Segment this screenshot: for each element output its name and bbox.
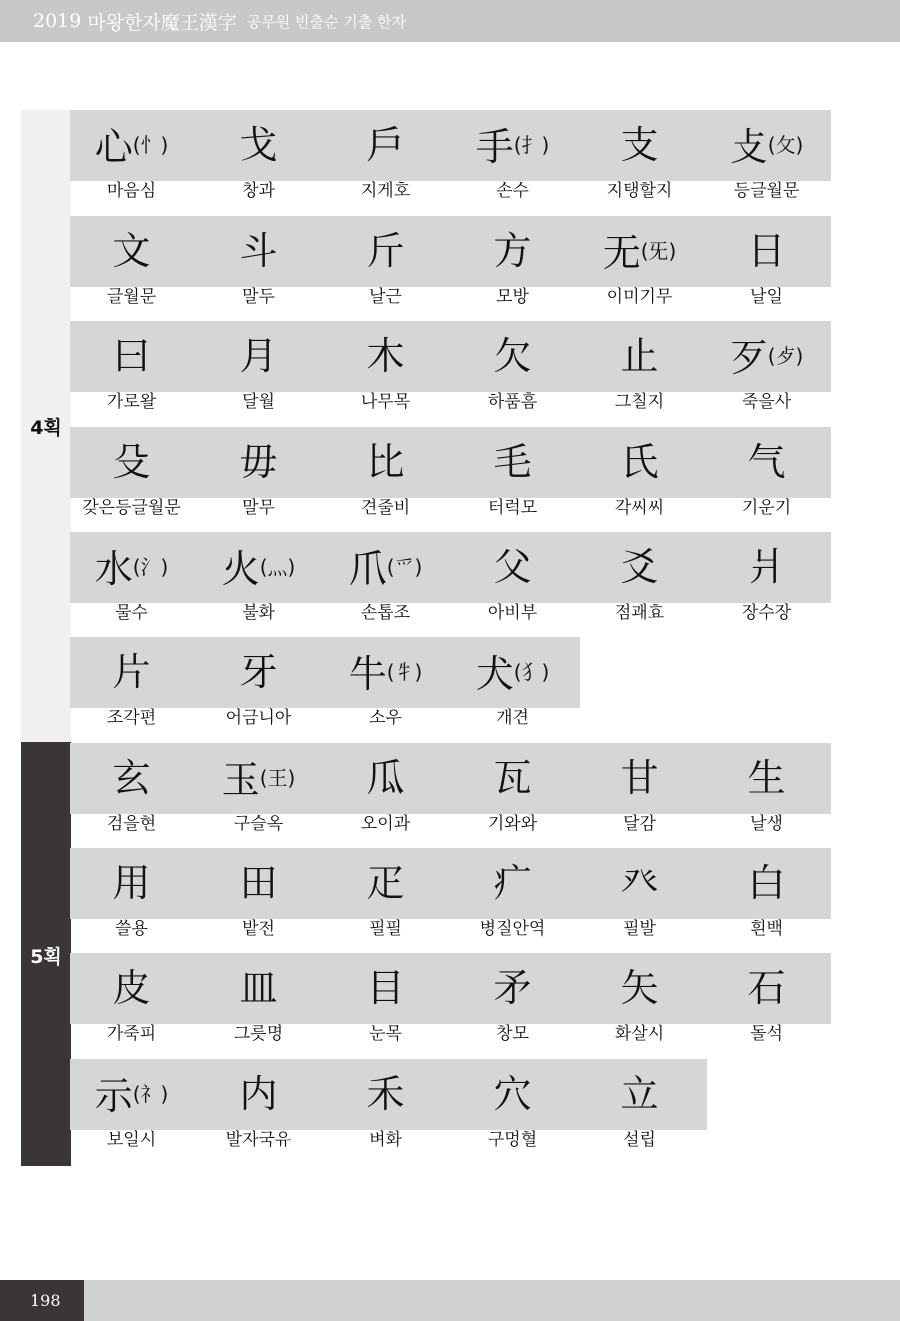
- radical-glyph: [68, 333, 195, 379]
- radical-char: 无: [602, 231, 641, 275]
- radical-meaning: 돌석: [750, 1024, 783, 1044]
- radical-meaning: 달감: [623, 814, 656, 834]
- radical-glyph: [703, 860, 830, 906]
- radical-glyph: [449, 1071, 576, 1117]
- radical-meaning: 쓸용: [115, 919, 148, 939]
- radical-glyph: [68, 439, 195, 485]
- radical-glyph: [195, 333, 322, 379]
- radical-char: 戶: [366, 123, 405, 167]
- radical-glyph: [576, 439, 703, 485]
- radical-glyph: [449, 755, 576, 801]
- radical-meaning: 장수장: [741, 603, 792, 623]
- radical-glyph: [322, 1071, 449, 1117]
- radical-variant: (牜): [386, 660, 423, 684]
- radical-meaning: 발자국유: [225, 1130, 292, 1150]
- radical-glyph: [68, 649, 195, 695]
- radical-char: 毋: [239, 440, 278, 484]
- radical-char: 木: [366, 334, 405, 378]
- radical-glyph: [68, 755, 195, 801]
- radical-glyph: [322, 439, 449, 485]
- radical-meaning: 각씨씨: [614, 498, 665, 518]
- radical-cell: [576, 1059, 703, 1164]
- radical-char: 爻: [620, 545, 659, 589]
- radical-glyph: [195, 1071, 322, 1117]
- radical-variant: (王): [259, 766, 296, 790]
- radical-cell: [576, 953, 703, 1058]
- radical-cell: [576, 321, 703, 426]
- radical-char: 毛: [493, 440, 532, 484]
- radical-variant: (礻): [132, 1082, 169, 1106]
- radical-meaning: 아비부: [487, 603, 538, 623]
- radical-cell: [68, 1059, 195, 1164]
- radical-cell: [576, 216, 703, 321]
- radical-cell: [195, 216, 322, 321]
- radical-meaning: 날일: [750, 287, 783, 307]
- radical-meaning: 마음심: [106, 181, 157, 201]
- section-label-5-stroke: 5획: [30, 946, 62, 968]
- radical-char: 氏: [620, 440, 659, 484]
- radical-cell: [322, 321, 449, 426]
- radical-meaning: 기와와: [487, 814, 538, 834]
- radical-glyph: [195, 965, 322, 1011]
- radical-variant: (氵): [132, 555, 169, 579]
- radical-variant: (攵): [767, 133, 804, 157]
- radical-char: 爪: [348, 547, 387, 591]
- radical-meaning: 점괘효: [614, 603, 665, 623]
- radical-cell: [195, 743, 322, 848]
- radical-glyph: [576, 860, 703, 906]
- radical-cell: [576, 743, 703, 848]
- radical-char: 曰: [112, 334, 151, 378]
- radical-cell: [449, 1059, 576, 1164]
- radical-cell: [576, 427, 703, 532]
- radical-cell: [322, 848, 449, 953]
- radical-char: 止: [620, 334, 659, 378]
- radical-meaning: 밭전: [242, 919, 275, 939]
- radical-glyph: [195, 122, 322, 168]
- radical-meaning: 소우: [369, 708, 402, 728]
- radical-meaning: 날근: [369, 287, 402, 307]
- radical-glyph: [68, 122, 195, 170]
- radical-meaning: 물수: [115, 603, 148, 623]
- radical-glyph: [703, 228, 830, 274]
- radical-cell: [68, 321, 195, 426]
- radical-cell: [68, 637, 195, 742]
- radical-glyph: [449, 228, 576, 274]
- radical-meaning: 달월: [242, 392, 275, 412]
- radical-char: 歹: [729, 336, 768, 380]
- radical-char: 比: [366, 440, 405, 484]
- radical-meaning: 필발: [623, 919, 656, 939]
- radical-char: 殳: [112, 440, 151, 484]
- radical-meaning: 죽을사: [741, 392, 792, 412]
- radical-meaning: 갖은등글월문: [82, 498, 181, 518]
- radical-cell: [68, 532, 195, 637]
- radical-char: 支: [620, 123, 659, 167]
- radical-cell: [703, 216, 830, 321]
- radical-cell: [449, 532, 576, 637]
- radical-cell: [322, 110, 449, 215]
- radical-char: 示: [94, 1074, 133, 1118]
- radical-variant: (犭): [513, 660, 550, 684]
- radical-meaning: 창과: [242, 181, 275, 201]
- radical-glyph: [322, 333, 449, 379]
- radical-char: 禾: [366, 1072, 405, 1116]
- radical-glyph: [322, 755, 449, 801]
- radical-cell: [322, 216, 449, 321]
- radical-glyph: [195, 755, 322, 803]
- radical-meaning: 손수: [496, 181, 529, 201]
- radical-cell: [195, 848, 322, 953]
- radical-char: 目: [366, 966, 405, 1010]
- radical-variant: (忄): [132, 133, 169, 157]
- radical-cell: [195, 637, 322, 742]
- radical-meaning: 오이과: [360, 814, 411, 834]
- radical-char: 手: [475, 125, 514, 169]
- radical-glyph: [322, 122, 449, 168]
- radical-char: 牛: [348, 652, 387, 696]
- radical-char: 内: [239, 1072, 278, 1116]
- radical-cell: [322, 532, 449, 637]
- radical-cell: [195, 532, 322, 637]
- radical-cell: [449, 848, 576, 953]
- radical-meaning: 등글월문: [733, 181, 800, 201]
- radical-char: 生: [747, 756, 786, 800]
- radical-glyph: [576, 228, 703, 276]
- radical-glyph: [195, 649, 322, 695]
- radical-glyph: [195, 860, 322, 906]
- radical-cell: [68, 953, 195, 1058]
- radical-char: 瓜: [366, 756, 405, 800]
- radical-meaning: 그칠지: [614, 392, 665, 412]
- radical-glyph: [195, 439, 322, 485]
- radical-glyph: [576, 965, 703, 1011]
- radical-meaning: 가로왈: [106, 392, 157, 412]
- radical-char: 犬: [475, 652, 514, 696]
- radical-glyph: [68, 965, 195, 1011]
- radical-variant: (扌): [513, 133, 550, 157]
- radical-meaning: 검을현: [106, 814, 157, 834]
- radical-glyph: [449, 649, 576, 697]
- radical-char: 穴: [493, 1072, 532, 1116]
- radical-char: 方: [493, 229, 532, 273]
- radical-meaning: 어금니아: [225, 708, 292, 728]
- radical-meaning: 날생: [750, 814, 783, 834]
- radical-cell: [195, 953, 322, 1058]
- radical-meaning: 불화: [242, 603, 275, 623]
- radical-cell: [68, 427, 195, 532]
- radical-cell: [449, 427, 576, 532]
- radical-cell: [195, 110, 322, 215]
- radical-cell: [576, 532, 703, 637]
- radical-glyph: [576, 122, 703, 168]
- radical-char: 疒: [493, 861, 532, 905]
- radical-cell: [449, 637, 576, 742]
- radical-char: 石: [747, 966, 786, 1010]
- radical-variant: (灬): [259, 555, 296, 579]
- radical-cell: [449, 743, 576, 848]
- radical-meaning: 말무: [242, 498, 275, 518]
- radical-cell: [703, 953, 830, 1058]
- radical-char: 矢: [620, 966, 659, 1010]
- radical-cell: [68, 848, 195, 953]
- radical-cell: [195, 321, 322, 426]
- radical-cell: [576, 848, 703, 953]
- header-year: 2019: [33, 10, 82, 32]
- radical-cell: [322, 743, 449, 848]
- radical-glyph: [576, 1071, 703, 1117]
- radical-char: 矛: [493, 966, 532, 1010]
- radical-char: 欠: [493, 334, 532, 378]
- radical-glyph: [703, 439, 830, 485]
- radical-glyph: [449, 965, 576, 1011]
- radical-char: 田: [239, 861, 278, 905]
- radical-meaning: 나무목: [360, 392, 411, 412]
- radical-cell: [703, 427, 830, 532]
- radical-char: 月: [239, 334, 278, 378]
- radical-char: 白: [747, 861, 786, 905]
- radical-glyph: [449, 544, 576, 590]
- radical-char: 瓦: [493, 756, 532, 800]
- radical-meaning: 구멍혈: [487, 1130, 538, 1150]
- radical-glyph: [703, 965, 830, 1011]
- radical-glyph: [322, 228, 449, 274]
- page-number: 198: [0, 1280, 84, 1321]
- radical-char: 水: [94, 547, 133, 591]
- radical-meaning: 하품흠: [487, 392, 538, 412]
- radical-meaning: 벼화: [369, 1130, 402, 1150]
- radical-glyph: [449, 860, 576, 906]
- radical-cell: [703, 743, 830, 848]
- radical-meaning: 모방: [496, 287, 529, 307]
- radical-variant: (歺): [767, 344, 804, 368]
- radical-meaning: 화살시: [614, 1024, 665, 1044]
- radical-meaning: 손톱조: [360, 603, 411, 623]
- radical-glyph: [703, 755, 830, 801]
- radical-char: 皿: [239, 966, 278, 1010]
- radical-char: 皮: [112, 966, 151, 1010]
- radical-cell: [68, 743, 195, 848]
- radical-cell: [449, 216, 576, 321]
- radical-cell: [449, 953, 576, 1058]
- radical-glyph: [322, 965, 449, 1011]
- radical-cell: [68, 216, 195, 321]
- radical-char: 玉: [221, 758, 260, 802]
- radical-glyph: [68, 228, 195, 274]
- radical-meaning: 병질안역: [479, 919, 546, 939]
- radical-glyph: [576, 333, 703, 379]
- page-header: [0, 0, 900, 42]
- radical-cell: [703, 532, 830, 637]
- radical-char: 玄: [112, 756, 151, 800]
- radical-glyph: [68, 1071, 195, 1119]
- radical-cell: [703, 321, 830, 426]
- radical-char: 攴: [729, 125, 768, 169]
- radical-meaning: 개견: [496, 708, 529, 728]
- radical-glyph: [195, 544, 322, 592]
- radical-glyph: [322, 544, 449, 592]
- radical-glyph: [68, 544, 195, 592]
- radical-cell: [322, 953, 449, 1058]
- radical-char: 癶: [620, 861, 659, 905]
- radical-meaning: 지게호: [360, 181, 411, 201]
- radical-meaning: 구슬옥: [233, 814, 284, 834]
- header-brand-hanja: 魔王漢字: [160, 11, 237, 34]
- radical-char: 火: [221, 547, 260, 591]
- radical-meaning: 필필: [369, 919, 402, 939]
- radical-meaning: 견줄비: [360, 498, 411, 518]
- radical-char: 父: [493, 545, 532, 589]
- radical-char: 片: [112, 650, 151, 694]
- radical-glyph: [68, 860, 195, 906]
- radical-char: 疋: [366, 861, 405, 905]
- radical-glyph: [449, 439, 576, 485]
- radical-cell: [68, 110, 195, 215]
- radical-cell: [195, 1059, 322, 1164]
- radical-meaning: 기운기: [741, 498, 792, 518]
- radical-cell: [703, 848, 830, 953]
- radical-char: 戈: [239, 123, 278, 167]
- radical-char: 甘: [620, 756, 659, 800]
- radical-meaning: 흰백: [750, 919, 783, 939]
- radical-cell: [195, 427, 322, 532]
- radical-cell: [449, 321, 576, 426]
- radical-cell: [322, 1059, 449, 1164]
- radical-cell: [703, 110, 830, 215]
- radical-char: 气: [747, 440, 786, 484]
- section-label-4-stroke: 4획: [30, 417, 62, 439]
- radical-char: 牙: [239, 650, 278, 694]
- header-subtitle: 공무원 빈출순 기출 한자: [246, 12, 407, 31]
- radical-meaning: 조각편: [106, 708, 157, 728]
- radical-glyph: [703, 544, 830, 590]
- radical-char: 立: [620, 1072, 659, 1116]
- radical-cell: [449, 110, 576, 215]
- radical-char: 日: [747, 229, 786, 273]
- radical-meaning: 창모: [496, 1024, 529, 1044]
- radical-variant: (旡): [640, 239, 677, 263]
- radical-char: 斗: [239, 229, 278, 273]
- radical-meaning: 그릇명: [233, 1024, 284, 1044]
- radical-cell: [576, 110, 703, 215]
- radical-meaning: 말두: [242, 287, 275, 307]
- header-brand: 마왕한자: [87, 11, 161, 34]
- radical-glyph: [322, 649, 449, 697]
- radical-variant: (爫): [386, 555, 423, 579]
- footer-bar: [0, 1280, 900, 1321]
- radical-char: 文: [112, 229, 151, 273]
- radical-char: 爿: [747, 545, 786, 589]
- radical-cell: [322, 427, 449, 532]
- radical-glyph: [449, 333, 576, 379]
- radical-cell: [322, 637, 449, 742]
- radical-glyph: [322, 860, 449, 906]
- radical-meaning: 이미기무: [606, 287, 673, 307]
- radical-meaning: 설립: [623, 1130, 656, 1150]
- radical-glyph: [195, 228, 322, 274]
- radical-glyph: [703, 333, 830, 381]
- radical-glyph: [576, 544, 703, 590]
- radical-meaning: 눈목: [369, 1024, 402, 1044]
- radical-meaning: 지탱할지: [606, 181, 673, 201]
- radical-meaning: 터럭모: [487, 498, 538, 518]
- radical-glyph: [703, 122, 830, 170]
- radical-glyph: [449, 122, 576, 170]
- radical-char: 心: [94, 125, 133, 169]
- radical-meaning: 가죽피: [106, 1024, 157, 1044]
- radical-meaning: 글월문: [106, 287, 157, 307]
- radical-meaning: 보일시: [106, 1130, 157, 1150]
- radical-glyph: [576, 755, 703, 801]
- radical-char: 用: [112, 861, 151, 905]
- radical-char: 斤: [366, 229, 405, 273]
